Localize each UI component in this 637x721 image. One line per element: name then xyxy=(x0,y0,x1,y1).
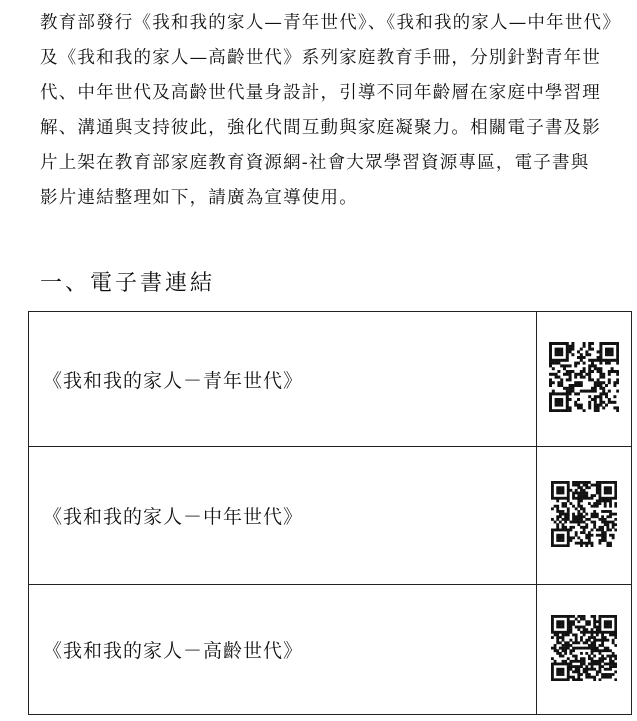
intro-line: 教育部發行《我和我的家人—青年世代》、《我和我的家人—中年世代》 xyxy=(40,13,621,33)
ebook-links-table xyxy=(28,311,632,715)
ebook-title: 《我和我的家人－中年世代》 xyxy=(29,447,537,585)
intro-line: 片上架在教育部家庭教育資源網-社會大眾學習資源專區，電子書與 xyxy=(40,153,590,173)
ebook-title: 《我和我的家人－青年世代》 xyxy=(29,312,537,447)
intro-line: 影片連結整理如下，請廣為宣導使用。 xyxy=(40,188,358,208)
table-row xyxy=(29,312,632,447)
intro-line: 及《我和我的家人—高齡世代》系列家庭教育手冊，分別針對青年世 xyxy=(40,48,601,68)
table-row xyxy=(29,447,632,585)
intro-line: 代、中年世代及高齡世代量身設計，引導不同年齡層在家庭中學習理 xyxy=(40,83,601,103)
qr-code-icon[interactable] xyxy=(551,481,617,547)
table-row xyxy=(29,585,632,715)
qr-code-icon[interactable] xyxy=(549,342,619,412)
section-heading: 一、電子書連結 xyxy=(40,271,216,296)
intro-line: 解、溝通與支持彼此，強化代間互動與家庭凝聚力。相關電子書及影 xyxy=(40,118,601,138)
intro-paragraph xyxy=(40,6,630,216)
ebook-title: 《我和我的家人－高齡世代》 xyxy=(29,585,537,715)
qr-code-icon[interactable] xyxy=(551,615,617,681)
